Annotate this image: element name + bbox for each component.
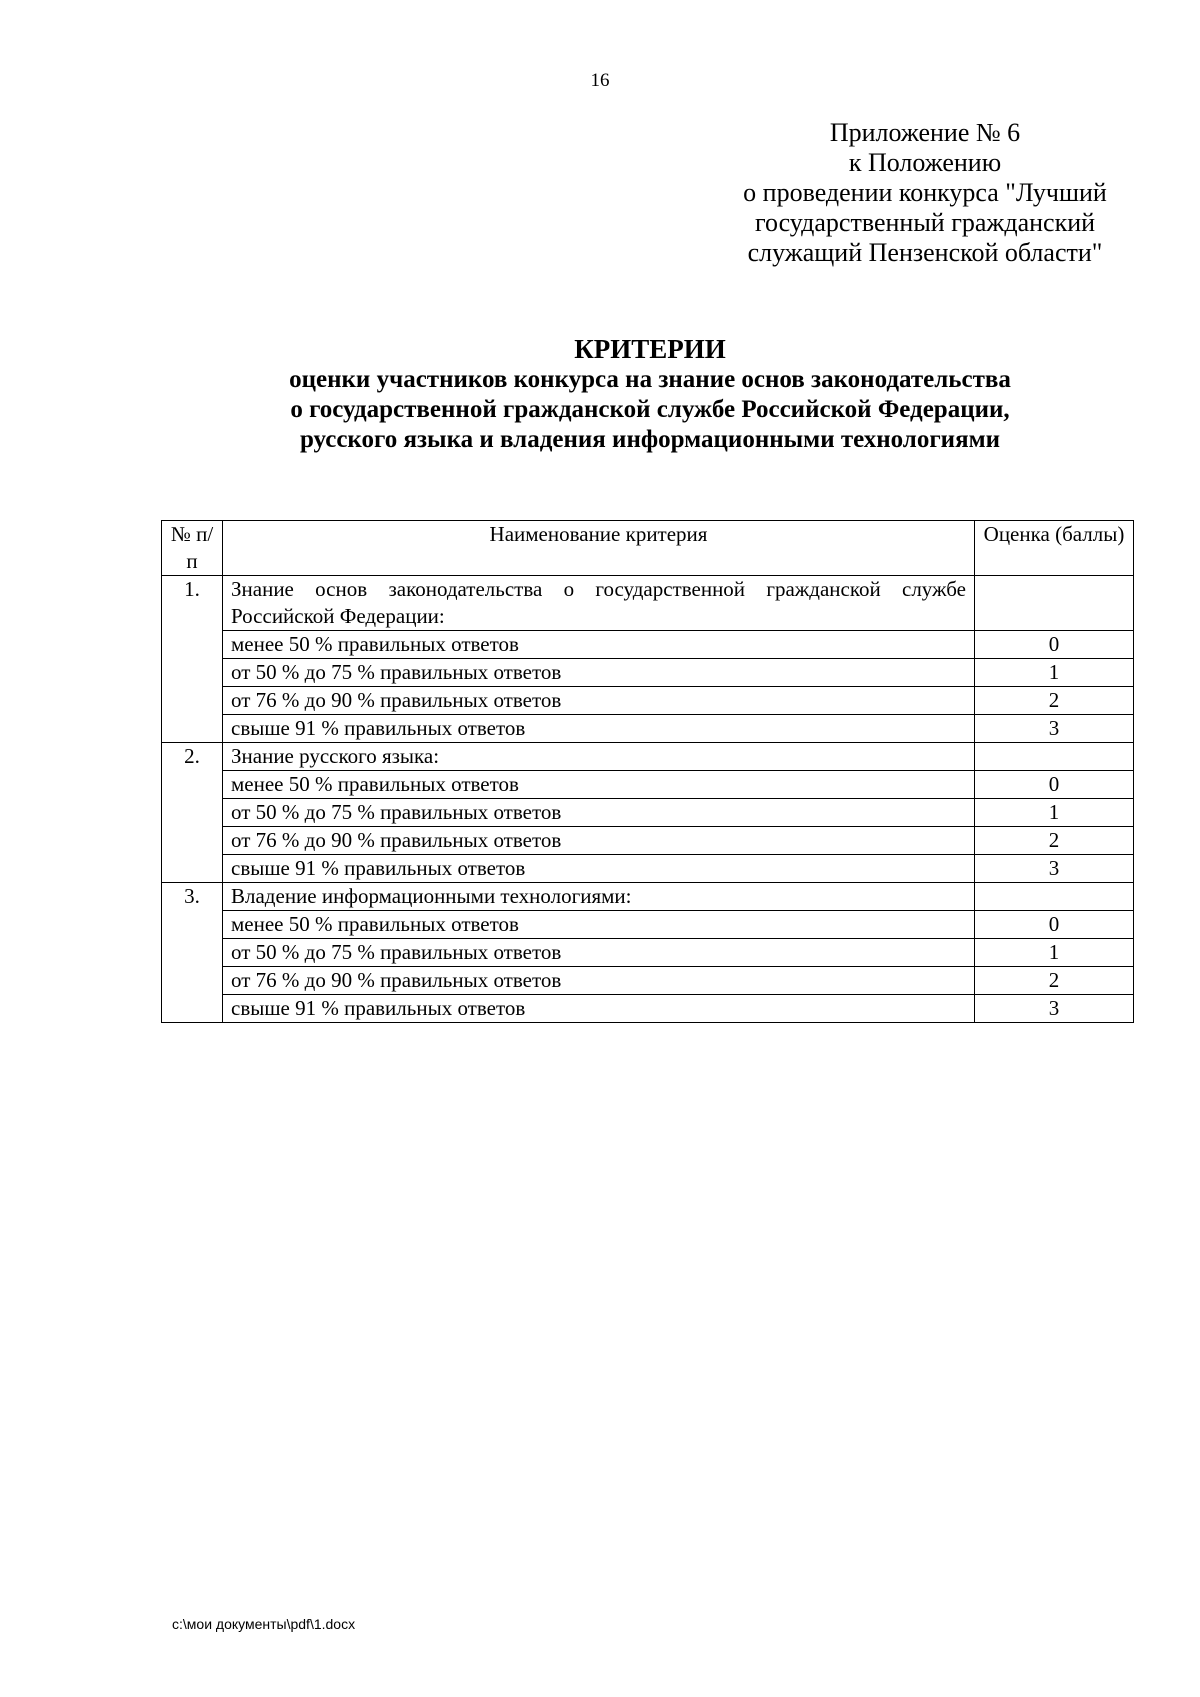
sub-criterion-name: от 76 % до 90 % правильных ответов — [223, 827, 975, 855]
table-row — [162, 631, 1134, 659]
sub-criterion-score: 3 — [975, 995, 1134, 1023]
appendix-line: Приложение № 6 — [829, 118, 1021, 147]
table-body — [162, 576, 1134, 1023]
sub-criterion-score: 1 — [975, 939, 1134, 967]
sub-criterion-score: 0 — [975, 911, 1134, 939]
table-header-row — [162, 521, 1134, 576]
sub-criterion-name: свыше 91 % правильных ответов — [223, 855, 975, 883]
header-name: Наименование критерия — [223, 521, 975, 576]
criterion-score-empty — [975, 883, 1134, 911]
table-row — [162, 967, 1134, 995]
appendix-block — [700, 118, 1150, 268]
criteria-table — [161, 520, 1134, 1023]
criterion-title: Знание русского языка: — [223, 743, 975, 771]
table-row — [162, 771, 1134, 799]
table-row — [162, 883, 1134, 911]
table-row — [162, 576, 1134, 631]
table-row — [162, 715, 1134, 743]
table-row — [162, 659, 1134, 687]
sub-criterion-score: 0 — [975, 631, 1134, 659]
sub-criterion-score: 2 — [975, 967, 1134, 995]
header-score: Оценка (баллы) — [975, 521, 1134, 576]
sub-criterion-name: от 50 % до 75 % правильных ответов — [223, 939, 975, 967]
sub-criterion-score: 1 — [975, 799, 1134, 827]
footer-file-path: c:\мои документы\pdf\1.docx — [172, 1616, 356, 1632]
criterion-number: 1. — [162, 576, 223, 743]
table-row — [162, 855, 1134, 883]
sub-criterion-score: 1 — [975, 659, 1134, 687]
criterion-score-empty — [975, 743, 1134, 771]
appendix-line: государственный гражданский — [754, 208, 1096, 237]
appendix-line: к Положению — [848, 148, 1002, 177]
title-line: о государственной гражданской службе Российской Федерации, — [290, 396, 1010, 423]
appendix-line: о проведении конкурса "Лучший — [743, 178, 1107, 207]
title-line: оценки участников конкурса на знание основ законодательства — [289, 366, 1011, 393]
table-row — [162, 743, 1134, 771]
sub-criterion-score: 2 — [975, 827, 1134, 855]
sub-criterion-name: от 50 % до 75 % правильных ответов — [223, 799, 975, 827]
page-number: 16 — [590, 70, 610, 91]
header-num: № п/п — [162, 521, 223, 576]
document-title — [150, 333, 1150, 455]
sub-criterion-name: от 50 % до 75 % правильных ответов — [223, 659, 975, 687]
sub-criterion-name: менее 50 % правильных ответов — [223, 911, 975, 939]
sub-criterion-score: 0 — [975, 771, 1134, 799]
table-row — [162, 911, 1134, 939]
sub-criterion-name: свыше 91 % правильных ответов — [223, 995, 975, 1023]
criterion-score-empty — [975, 576, 1134, 631]
sub-criterion-name: менее 50 % правильных ответов — [223, 771, 975, 799]
title-line: русского языка и владения информационными технологиями — [299, 426, 1001, 453]
appendix-line: служащий Пензенской области" — [747, 238, 1103, 267]
criterion-number: 3. — [162, 883, 223, 1023]
sub-criterion-name: от 76 % до 90 % правильных ответов — [223, 687, 975, 715]
criterion-title: Знание основ законодательства о государственной гражданской службе Российской Федерации: — [223, 576, 975, 631]
table-row — [162, 687, 1134, 715]
sub-criterion-name: от 76 % до 90 % правильных ответов — [223, 967, 975, 995]
table-row — [162, 939, 1134, 967]
table-row — [162, 799, 1134, 827]
sub-criterion-score: 2 — [975, 687, 1134, 715]
table-row — [162, 827, 1134, 855]
title-main: КРИТЕРИИ — [574, 334, 726, 364]
sub-criterion-name: свыше 91 % правильных ответов — [223, 715, 975, 743]
sub-criterion-score: 3 — [975, 855, 1134, 883]
criterion-title: Владение информационными технологиями: — [223, 883, 975, 911]
table-row — [162, 995, 1134, 1023]
sub-criterion-score: 3 — [975, 715, 1134, 743]
sub-criterion-name: менее 50 % правильных ответов — [223, 631, 975, 659]
criterion-number: 2. — [162, 743, 223, 883]
